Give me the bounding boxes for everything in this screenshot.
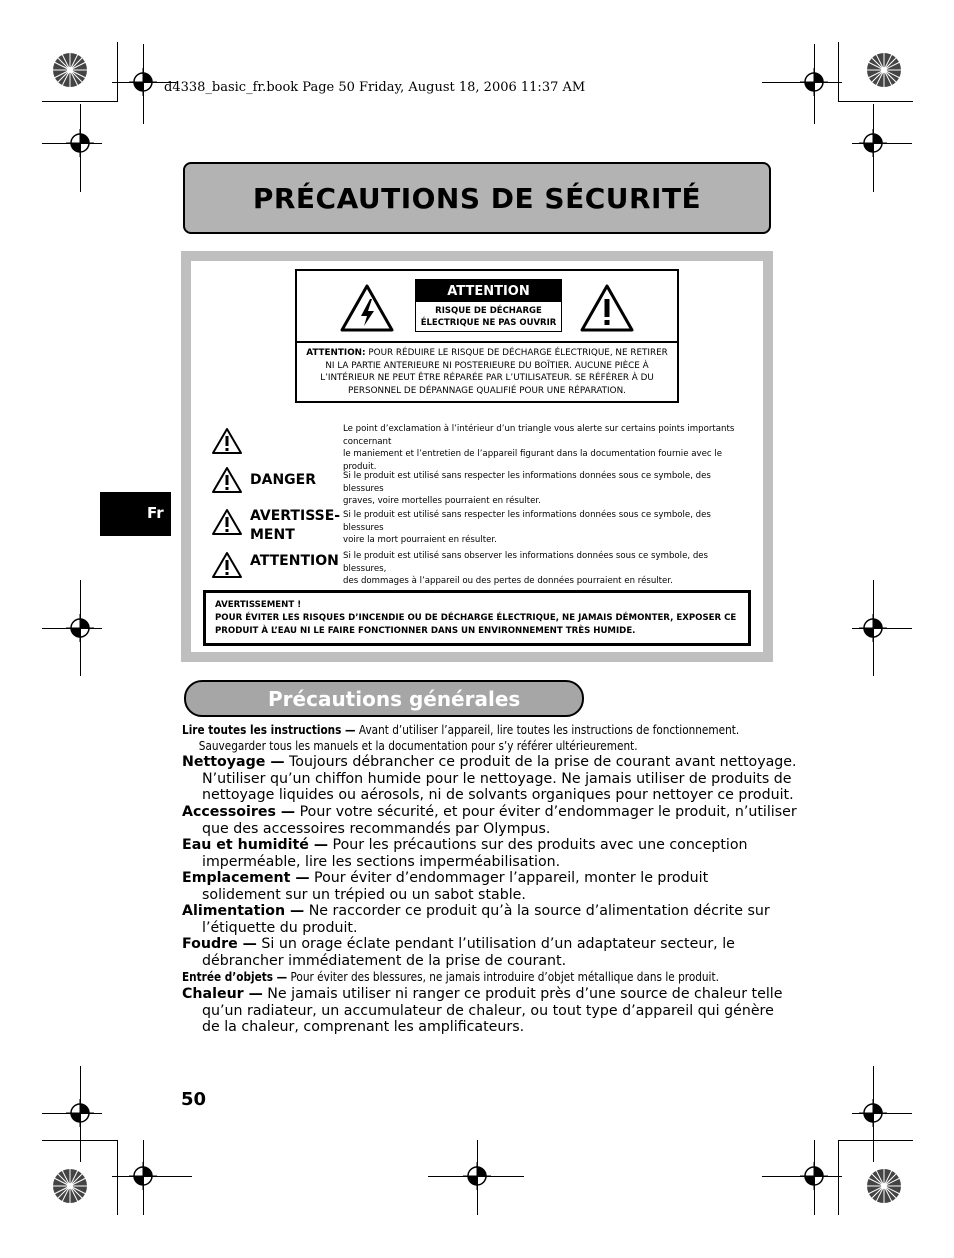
attention-label (415, 279, 562, 332)
paragraph-line: Sauvegarder tous les manuels et la documentation pour s’y référer ultérieurement. (198, 738, 638, 753)
paragraph-term: Emplacement — (182, 870, 310, 886)
paragraph-text: Ne jamais utiliser ni ranger ce produit près d’une source de chaleur telle (262, 986, 783, 1002)
paragraph-eau (182, 837, 782, 870)
safety-panel-inner (191, 261, 763, 652)
paragraph-term: Alimentation — (182, 903, 305, 919)
registration-mark-icon (66, 1099, 94, 1127)
paragraph-line (182, 986, 782, 1003)
symbol-word-danger: DANGER (250, 472, 317, 488)
symbol-description-line: Si le produit est utilisé sans respecter les informations données sous ce symbole, des blessures (343, 510, 711, 533)
paragraph-line: qu’un radiateur, un accumulateur de chaleur, ou tout type d’appareil qui génère (202, 1002, 774, 1019)
registration-mark-icon (859, 1099, 887, 1127)
warning-line: PRODUIT À L’EAU NI LE FAIRE FONCTIONNER DANS UN ENVIRONNEMENT TRÈS HUMIDE. (215, 626, 636, 636)
attention-label-line: RISQUE DE DÉCHARGE (435, 306, 542, 316)
attention-label-line: ÉLECTRIQUE NE PAS OUVRIR (420, 318, 557, 328)
paragraph-text: Avant d’utiliser l’appareil, lire toutes les instructions de fonctionnement. (355, 722, 740, 737)
paragraph-accessoires (182, 804, 797, 837)
color-rosette-icon (52, 1168, 88, 1204)
paragraph-line: N’utiliser qu’un chiffon humide pour le nettoyage. Ne jamais utiliser de produits de (202, 770, 792, 787)
warning-triangle-icon (211, 427, 243, 455)
paragraph-term: Eau et humidité — (182, 837, 329, 853)
paragraph-line (182, 722, 787, 738)
warning-triangle-icon (211, 508, 243, 536)
paragraph-term: Lire toutes les instructions — (182, 722, 356, 737)
file-header: d4338_basic_fr.book Page 50 Friday, August 18, 2006 11:37 AM (164, 80, 586, 95)
symbol-word-line: AVERTISSE- (250, 508, 341, 524)
caution-text (301, 347, 673, 397)
symbol-description (343, 509, 753, 547)
registration-mark-icon (463, 1162, 491, 1190)
paragraph-line: de la chaleur, comprenant les amplificateurs. (202, 1019, 525, 1036)
caution-text-line: NI LA PARTIE ANTERIEURE NI POSTERIEURE DU BOÎTIER. AUCUNE PIÈCE À (325, 360, 649, 371)
symbol-word-line: MENT (250, 527, 295, 543)
paragraph-line: imperméable, lire les sections imperméabilisation. (202, 853, 561, 870)
caution-text-bold: ATTENTION: (306, 348, 366, 358)
paragraph-line: que des accessoires recommandés par Olympus. (202, 820, 551, 837)
paragraph-line: l’étiquette du produit. (202, 919, 358, 936)
title-banner (183, 162, 771, 234)
registration-mark-icon (66, 129, 94, 157)
caution-text-line (301, 347, 673, 360)
section-heading-pill (184, 680, 584, 717)
color-rosette-icon (866, 1168, 902, 1204)
registration-mark-icon (800, 68, 828, 96)
paragraph-text: Pour votre sécurité, et pour éviter d’endommager le produit, n’utiliser (295, 804, 797, 820)
color-rosette-icon (866, 52, 902, 88)
color-rosette-icon (52, 52, 88, 88)
paragraph-text: Toujours débrancher ce produit de la prise de courant avant nettoyage. (284, 754, 797, 770)
registration-mark-icon (129, 1162, 157, 1190)
paragraph-foudre (182, 936, 782, 969)
warning-box (203, 590, 751, 646)
symbol-word-attention: ATTENTION (250, 553, 339, 569)
paragraph-line: débrancher immédiatement de la prise de courant. (202, 952, 567, 969)
caution-label-box (295, 269, 679, 403)
paragraph-text: Ne raccorder ce produit qu’à la source d’alimentation décrite sur (304, 903, 770, 919)
paragraph-line (182, 903, 782, 920)
paragraph-entree (182, 969, 787, 985)
warning-triangle-icon (211, 466, 243, 494)
warning-line: POUR ÉVITER LES RISQUES D’INCENDIE OU DE DÉCHARGE ÉLECTRIQUE, NE JAMAIS DÉMONTER, EXPOSER CE (215, 613, 737, 623)
lightning-triangle-icon (339, 283, 395, 333)
paragraph-line: nettoyage liquides ou aérosols, ni de solvants organiques pour nettoyer ce produit. (202, 787, 794, 804)
symbol-description (343, 550, 753, 588)
attention-label-body (416, 302, 561, 329)
caution-text-run: POUR RÉDUIRE LE RISQUE DE DÉCHARGE ÉLECTRIQUE, NE RETIRER (368, 348, 668, 358)
exclamation-triangle-icon (579, 283, 635, 333)
attention-label-heading: ATTENTION (416, 280, 561, 302)
symbol-word-avertissement (250, 507, 340, 545)
safety-panel (181, 251, 773, 662)
paragraph-line (182, 936, 782, 953)
paragraph-term: Accessoires — (182, 804, 296, 820)
paragraph-line: solidement sur un trépied ou un sabot stable. (202, 886, 526, 903)
paragraph-line (182, 804, 797, 821)
paragraph-alimentation (182, 903, 782, 936)
paragraph-term: Foudre — (182, 936, 257, 952)
symbol-description-line: Si le produit est utilisé sans observer les informations données sous ce symbole, des blessures, (343, 551, 709, 574)
symbol-description-line: le maniement et l’entretien de l’appareil figurant dans la documentation fournie avec le produit. (343, 449, 722, 472)
warning-title: AVERTISSEMENT ! (215, 600, 302, 610)
paragraph-lire (182, 722, 787, 754)
paragraph-line (182, 837, 782, 854)
paragraph-term: Nettoyage — (182, 754, 285, 770)
symbol-description (343, 470, 753, 508)
paragraph-term: Entrée d’objets — (182, 969, 288, 984)
section-title: Précautions générales (268, 686, 521, 711)
symbol-description-line: graves, voire mortelles pourraient en résulter. (343, 496, 541, 507)
paragraph-nettoyage (182, 754, 797, 804)
paragraph-line (182, 870, 782, 887)
registration-mark-icon (859, 614, 887, 642)
symbol-description (343, 423, 753, 473)
paragraph-chaleur (182, 986, 782, 1036)
symbol-description-line: des dommages à l’appareil ou des pertes de données pourraient en résulter. (343, 576, 673, 587)
language-tab: Fr (100, 492, 171, 536)
registration-mark-icon (129, 68, 157, 96)
symbol-description-line: voire la mort pourraient en résulter. (343, 535, 497, 546)
page-number: 50 (181, 1089, 207, 1110)
page-title: PRÉCAUTIONS DE SÉCURITÉ (252, 181, 702, 215)
registration-mark-icon (859, 129, 887, 157)
paragraph-text: Si un orage éclate pendant l’utilisation d’un adaptateur secteur, le (256, 936, 735, 952)
paragraph-emplacement (182, 870, 782, 903)
paragraph-line (182, 969, 787, 985)
symbol-description-line: Le point d’exclamation à l’intérieur d’un triangle vous alerte sur certains points importants concernant (343, 424, 735, 447)
paragraph-text: Pour éviter des blessures, ne jamais introduire d’objet métallique dans le produit. (287, 969, 719, 984)
warning-triangle-icon (211, 551, 243, 579)
caution-text-line: L’INTÉRIEUR NE PEUT ÊTRE RÉPARÉE PAR L’UTILISATEUR. SE RÉFÉRER À DU (320, 373, 654, 384)
caution-label-top (297, 271, 677, 343)
caution-text-line: PERSONNEL DE DÉPANNAGE QUALIFIÉ POUR UNE RÉPARATION. (348, 385, 626, 396)
paragraph-text: Pour éviter d’endommager l’appareil, monter le produit (309, 870, 709, 886)
paragraph-term: Chaleur — (182, 986, 263, 1002)
paragraph-text: Pour les précautions sur des produits avec une conception (328, 837, 748, 853)
paragraph-line (182, 754, 797, 771)
symbol-description-line: Si le produit est utilisé sans respecter les informations données sous ce symbole, des blessures (343, 471, 711, 494)
registration-mark-icon (800, 1162, 828, 1190)
registration-mark-icon (66, 614, 94, 642)
